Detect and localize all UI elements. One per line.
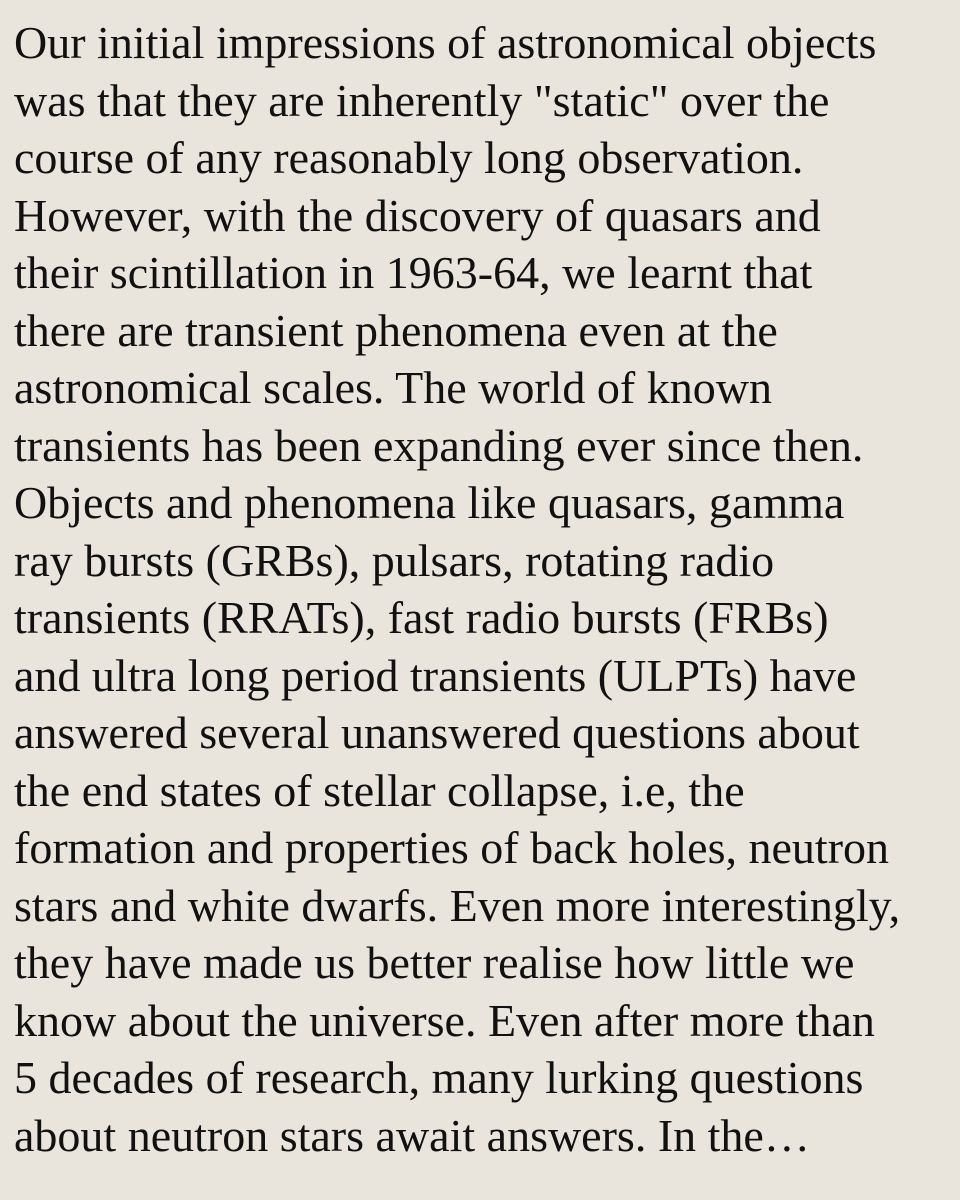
text-line: their scintillation in 1963-64, we learnt that: [14, 247, 813, 298]
text-line: course of any reasonably long observation.: [14, 132, 804, 183]
text-line: answered several unanswered questions about: [14, 707, 860, 758]
text-line: astronomical scales. The world of known: [14, 362, 772, 413]
text-line: was that they are inherently "static" over the: [14, 74, 830, 126]
text-line: 5 decades of research, many lurking questions: [14, 1052, 864, 1103]
text-line: ray bursts (GRBs), pulsars, rotating radio: [14, 534, 775, 586]
text-line: transients (RRATs), fast radio bursts (FRBs): [14, 592, 829, 643]
text-line: about neutron stars await answers. In the…: [14, 1109, 810, 1161]
text-line: transients has been expanding ever since then.: [14, 419, 864, 471]
text-line: the end states of stellar collapse, i.e, the: [14, 764, 745, 816]
text-line: and ultra long period transients (ULPTs) have: [14, 649, 857, 701]
text-line: Objects and phenomena like quasars, gamma: [14, 477, 845, 528]
text-line: stars and white dwarfs. Even more interestingly,: [14, 879, 901, 931]
text-line: formation and properties of back holes, neutron: [14, 822, 890, 873]
text-line: there are transient phenomena even at the: [14, 304, 778, 356]
text-line: they have made us better realise how little we: [14, 937, 855, 988]
text-passage: [14, 14, 954, 1194]
text-line: However, with the discovery of quasars and: [14, 189, 821, 241]
text-line: Our initial impressions of astronomical objects: [14, 17, 877, 68]
text-line: know about the universe. Even after more than: [14, 994, 875, 1046]
